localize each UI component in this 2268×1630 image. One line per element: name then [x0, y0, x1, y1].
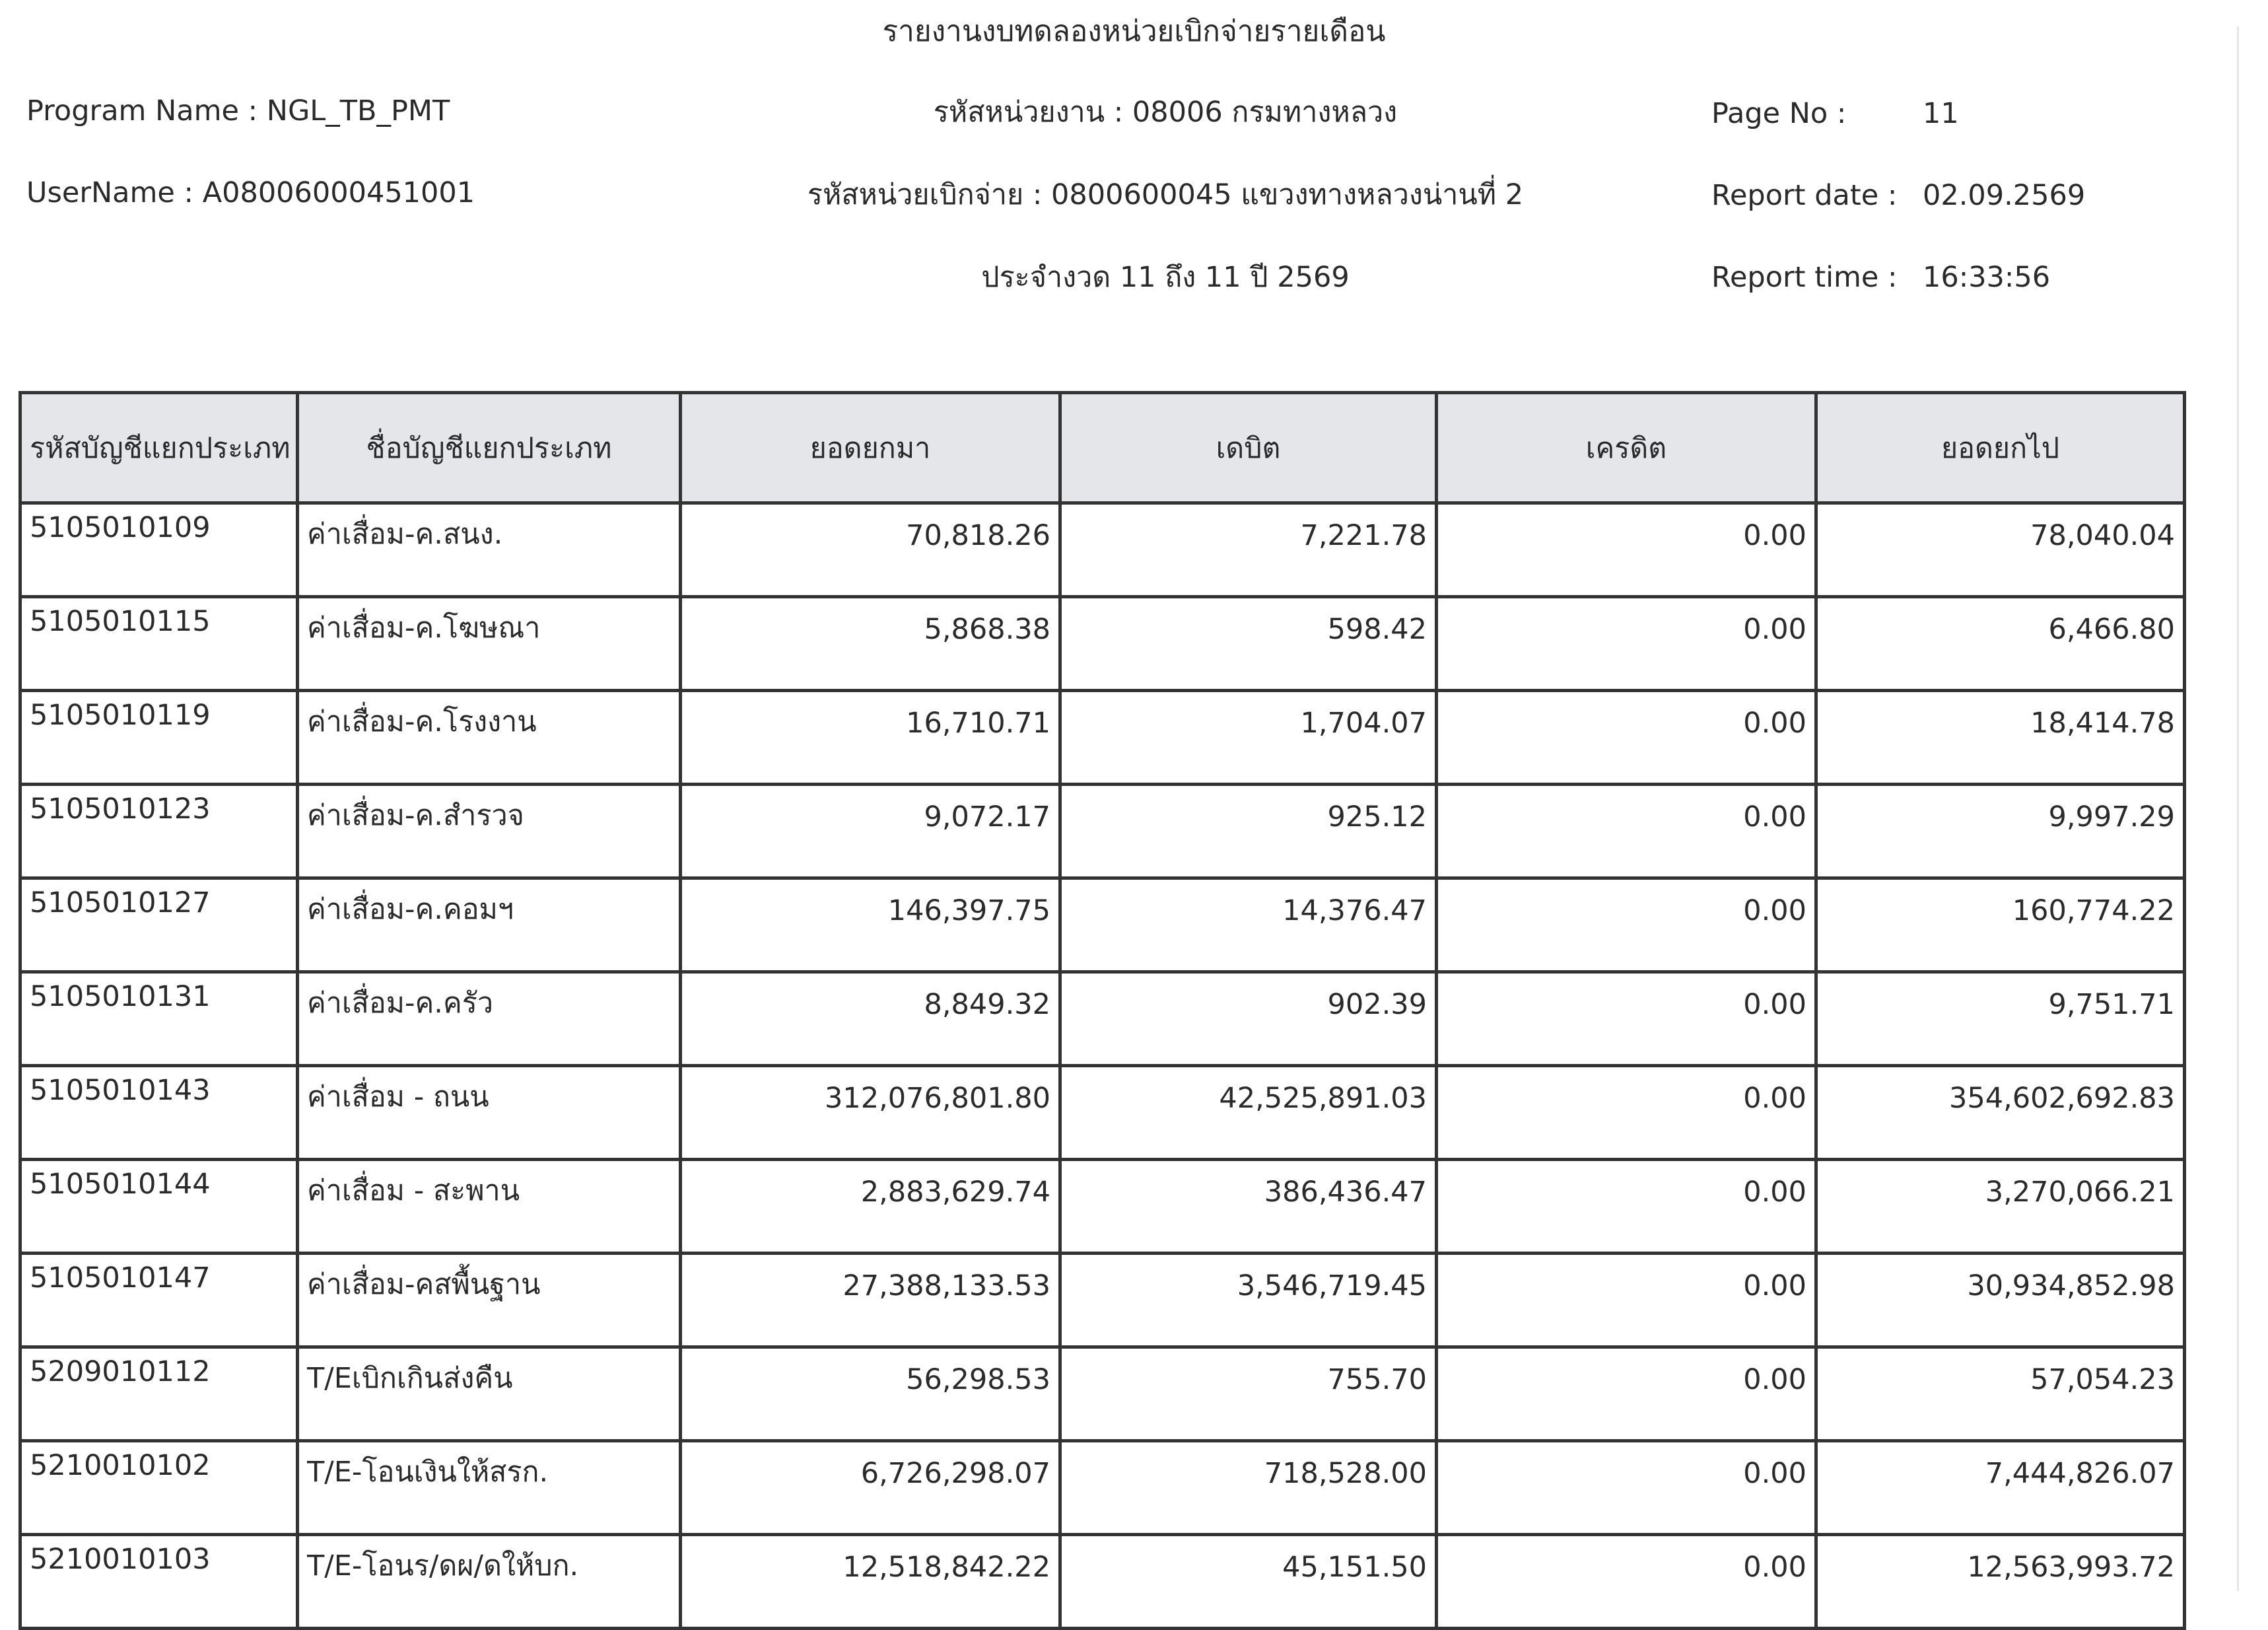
table-row — [20, 1535, 2185, 1629]
table-row — [20, 1160, 2185, 1254]
cell-balance-forward: 27,388,133.53 — [681, 1254, 1060, 1347]
cell-balance-carried: 9,751.71 — [1816, 972, 2185, 1066]
cell-balance-forward: 16,710.71 — [681, 691, 1060, 785]
cell-account-name: T/E-โอนร/ดผ/ดให้บก. — [298, 1535, 681, 1629]
col-header-balance-carried: ยอดยกไป — [1816, 393, 2185, 503]
cell-account-code: 5210010103 — [20, 1535, 298, 1629]
cell-debit: 7,221.78 — [1060, 503, 1437, 597]
table-row — [20, 878, 2185, 972]
report-date-label: Report date : — [1711, 179, 1898, 212]
cell-balance-carried: 78,040.04 — [1816, 503, 2185, 597]
cell-account-code: 5210010102 — [20, 1441, 298, 1535]
cell-credit: 0.00 — [1437, 1347, 1816, 1441]
report-period: ประจำงวด 11 ถึง 11 ปี 2569 — [981, 261, 1350, 294]
cell-account-code: 5209010112 — [20, 1347, 298, 1441]
table-header-row — [20, 393, 2185, 503]
agency-code: รหัสหน่วยงาน : 08006 กรมทางหลวง — [933, 96, 1398, 129]
program-name: Program Name : NGL_TB_PMT — [26, 94, 450, 127]
cell-debit: 755.70 — [1060, 1347, 1437, 1441]
cell-balance-forward: 5,868.38 — [681, 597, 1060, 691]
user-name: UserName : A08006000451001 — [26, 176, 475, 209]
cell-credit: 0.00 — [1437, 503, 1816, 597]
cell-credit: 0.00 — [1437, 691, 1816, 785]
cell-debit: 3,546,719.45 — [1060, 1254, 1437, 1347]
cell-balance-carried: 57,054.23 — [1816, 1347, 2185, 1441]
cell-credit: 0.00 — [1437, 878, 1816, 972]
cell-balance-carried: 30,934,852.98 — [1816, 1254, 2185, 1347]
report-time-label: Report time : — [1711, 261, 1898, 294]
cell-account-name: ค่าเสื่อม-ค.โฆษณา — [298, 597, 681, 691]
disbursement-unit: รหัสหน่วยเบิกจ่าย : 0800600045 แขวงทางหลวงน่านที่ 2 — [807, 178, 1524, 211]
cell-account-name: T/E-โอนเงินให้สรก. — [298, 1441, 681, 1535]
cell-balance-carried: 12,563,993.72 — [1816, 1535, 2185, 1629]
cell-debit: 718,528.00 — [1060, 1441, 1437, 1535]
cell-balance-forward: 146,397.75 — [681, 878, 1060, 972]
cell-credit: 0.00 — [1437, 1160, 1816, 1254]
cell-account-name: ค่าเสื่อม - ถนน — [298, 1066, 681, 1160]
cell-account-name: ค่าเสื่อม-ค.ครัว — [298, 972, 681, 1066]
report-title: รายงานงบทดลองหน่วยเบิกจ่ายรายเดือน — [882, 15, 1386, 48]
cell-credit: 0.00 — [1437, 1254, 1816, 1347]
table-row — [20, 785, 2185, 878]
cell-balance-carried: 354,602,692.83 — [1816, 1066, 2185, 1160]
cell-balance-carried: 6,466.80 — [1816, 597, 2185, 691]
cell-account-code: 5105010115 — [20, 597, 298, 691]
cell-account-code: 5105010109 — [20, 503, 298, 597]
cell-account-code: 5105010123 — [20, 785, 298, 878]
trial-balance-table — [18, 391, 2186, 1630]
cell-debit: 1,704.07 — [1060, 691, 1437, 785]
cell-credit: 0.00 — [1437, 1441, 1816, 1535]
report-date-value: 02.09.2569 — [1923, 179, 2086, 212]
cell-credit: 0.00 — [1437, 1535, 1816, 1629]
table-row — [20, 1347, 2185, 1441]
col-header-balance-forward: ยอดยกมา — [681, 393, 1060, 503]
cell-debit: 14,376.47 — [1060, 878, 1437, 972]
table-row — [20, 503, 2185, 597]
cell-balance-forward: 6,726,298.07 — [681, 1441, 1060, 1535]
cell-balance-forward: 12,518,842.22 — [681, 1535, 1060, 1629]
cell-balance-forward: 8,849.32 — [681, 972, 1060, 1066]
cell-account-code: 5105010143 — [20, 1066, 298, 1160]
cell-balance-carried: 160,774.22 — [1816, 878, 2185, 972]
cell-account-name: ค่าเสื่อม-คสพื้นฐาน — [298, 1254, 681, 1347]
cell-account-name: ค่าเสื่อม-ค.สนง. — [298, 503, 681, 597]
table-row — [20, 597, 2185, 691]
cell-debit: 45,151.50 — [1060, 1535, 1437, 1629]
col-header-account-name: ชื่อบัญชีแยกประเภท — [298, 393, 681, 503]
col-header-account-code: รหัสบัญชีแยกประเภท — [20, 393, 298, 503]
cell-balance-forward: 56,298.53 — [681, 1347, 1060, 1441]
col-header-debit: เดบิต — [1060, 393, 1437, 503]
report-time-value: 16:33:56 — [1923, 261, 2051, 294]
cell-account-name: T/Eเบิกเกินส่งคืน — [298, 1347, 681, 1441]
cell-account-name: ค่าเสื่อม-ค.โรงงาน — [298, 691, 681, 785]
page-no-label: Page No : — [1711, 97, 1847, 130]
cell-debit: 42,525,891.03 — [1060, 1066, 1437, 1160]
cell-debit: 902.39 — [1060, 972, 1437, 1066]
cell-balance-forward: 9,072.17 — [681, 785, 1060, 878]
table-row — [20, 1066, 2185, 1160]
table-row — [20, 972, 2185, 1066]
cell-debit: 925.12 — [1060, 785, 1437, 878]
cell-account-code: 5105010127 — [20, 878, 298, 972]
cell-debit: 598.42 — [1060, 597, 1437, 691]
cell-credit: 0.00 — [1437, 597, 1816, 691]
col-header-credit: เครดิต — [1437, 393, 1816, 503]
table-row — [20, 691, 2185, 785]
cell-account-code: 5105010147 — [20, 1254, 298, 1347]
page-no-value: 11 — [1923, 97, 1959, 130]
cell-balance-forward: 2,883,629.74 — [681, 1160, 1060, 1254]
page-edge-line — [2237, 26, 2239, 1591]
cell-balance-carried: 18,414.78 — [1816, 691, 2185, 785]
cell-balance-forward: 312,076,801.80 — [681, 1066, 1060, 1160]
cell-account-code: 5105010119 — [20, 691, 298, 785]
cell-account-name: ค่าเสื่อม - สะพาน — [298, 1160, 681, 1254]
cell-debit: 386,436.47 — [1060, 1160, 1437, 1254]
cell-balance-carried: 7,444,826.07 — [1816, 1441, 2185, 1535]
cell-balance-carried: 9,997.29 — [1816, 785, 2185, 878]
cell-credit: 0.00 — [1437, 972, 1816, 1066]
cell-balance-forward: 70,818.26 — [681, 503, 1060, 597]
cell-account-code: 5105010144 — [20, 1160, 298, 1254]
cell-credit: 0.00 — [1437, 1066, 1816, 1160]
cell-credit: 0.00 — [1437, 785, 1816, 878]
cell-account-name: ค่าเสื่อม-ค.คอมฯ — [298, 878, 681, 972]
cell-account-name: ค่าเสื่อม-ค.สำรวจ — [298, 785, 681, 878]
table-row — [20, 1254, 2185, 1347]
cell-account-code: 5105010131 — [20, 972, 298, 1066]
cell-balance-carried: 3,270,066.21 — [1816, 1160, 2185, 1254]
table-row — [20, 1441, 2185, 1535]
